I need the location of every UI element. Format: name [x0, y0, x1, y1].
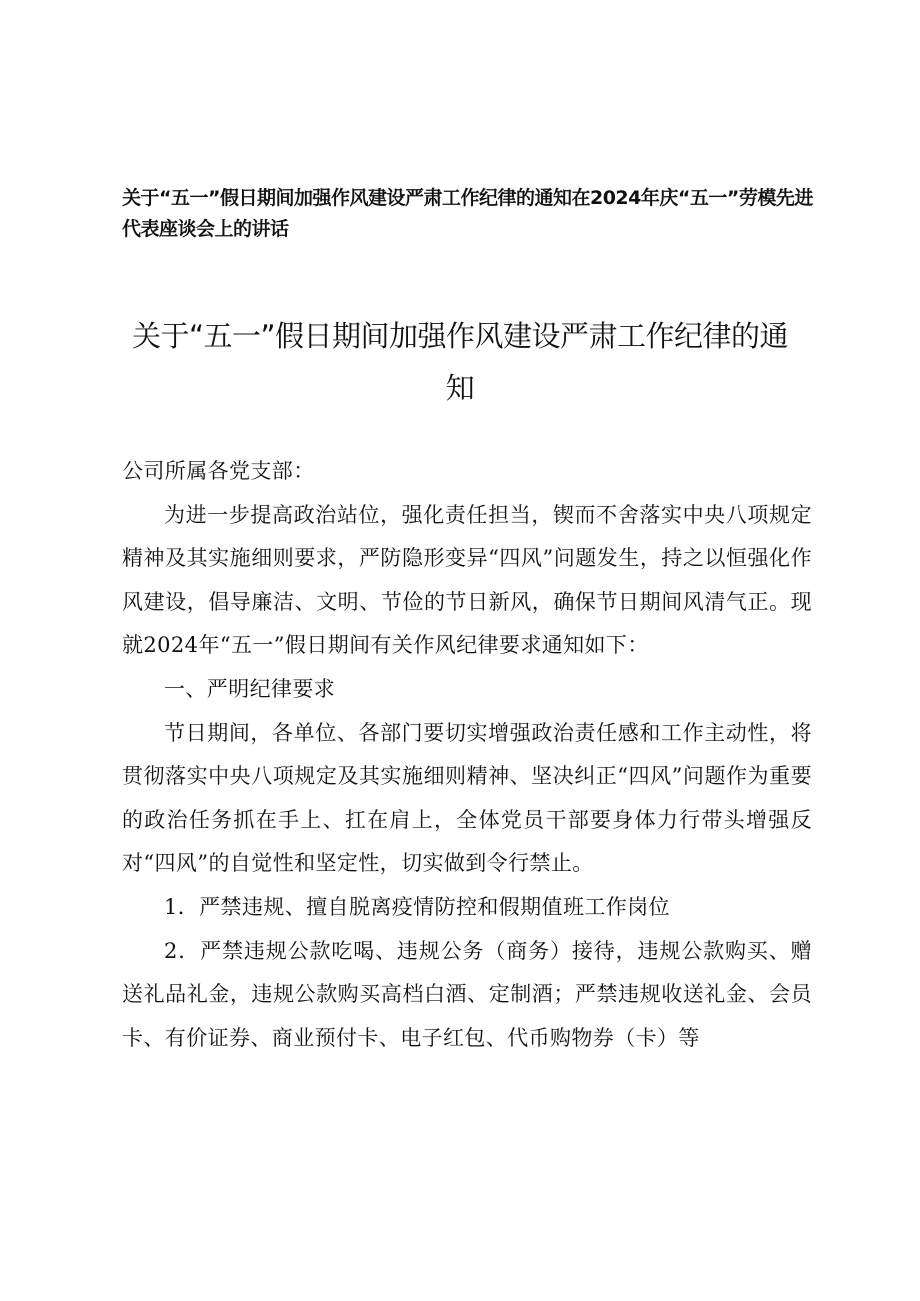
section-heading: 一、严明纪律要求 [164, 676, 336, 701]
document-header: 关于“五一”假日期间加强作风建设严肃工作纪律的通知在2024年庆“五一”劳模先进代表座谈会上的讲话 [122, 187, 813, 240]
list-item-2: 2．严禁违规公款吃喝、违规公务（商务）接待，违规公款购买、赠送礼品礼金，违规公款购买高档白酒、定制酒；严禁违规收送礼金、会员卡、有价证券、商业预付卡、电子红包、代币购物券（卡）等 [122, 938, 812, 1050]
document-body [122, 450, 812, 1060]
paragraph-intro: 为进一步提高政治站位，强化责任担当，锲而不舍落实中央八项规定精神及其实施细则要求，严防隐形变异“四风”问题发生，持之以恒强化作风建设，倡导廉洁、文明、节俭的节日新风，确保节日期间风清气正。现就2024年“五一”假日期间有关作风纪律要求通知如下： [122, 502, 812, 658]
notice-title: 关于“五一”假日期间加强作风建设严肃工作纪律的通知 [131, 319, 789, 405]
salutation: 公司所属各党支部： [122, 459, 315, 483]
paragraph-section-1: 节日期间，各单位、各部门要切实增强政治责任感和工作主动性，将贯彻落实中央八项规定及其实施细则精神、坚决纠正“四风”问题作为重要的政治任务抓在手上、扛在肩上，全体党员干部要身体力行带头增强反对“四风”的自觉性和坚定性，切实做到令行禁止。 [122, 720, 812, 876]
list-item-1: 1．严禁违规、擅自脱离疫情防控和假期值班工作岗位 [164, 894, 670, 919]
